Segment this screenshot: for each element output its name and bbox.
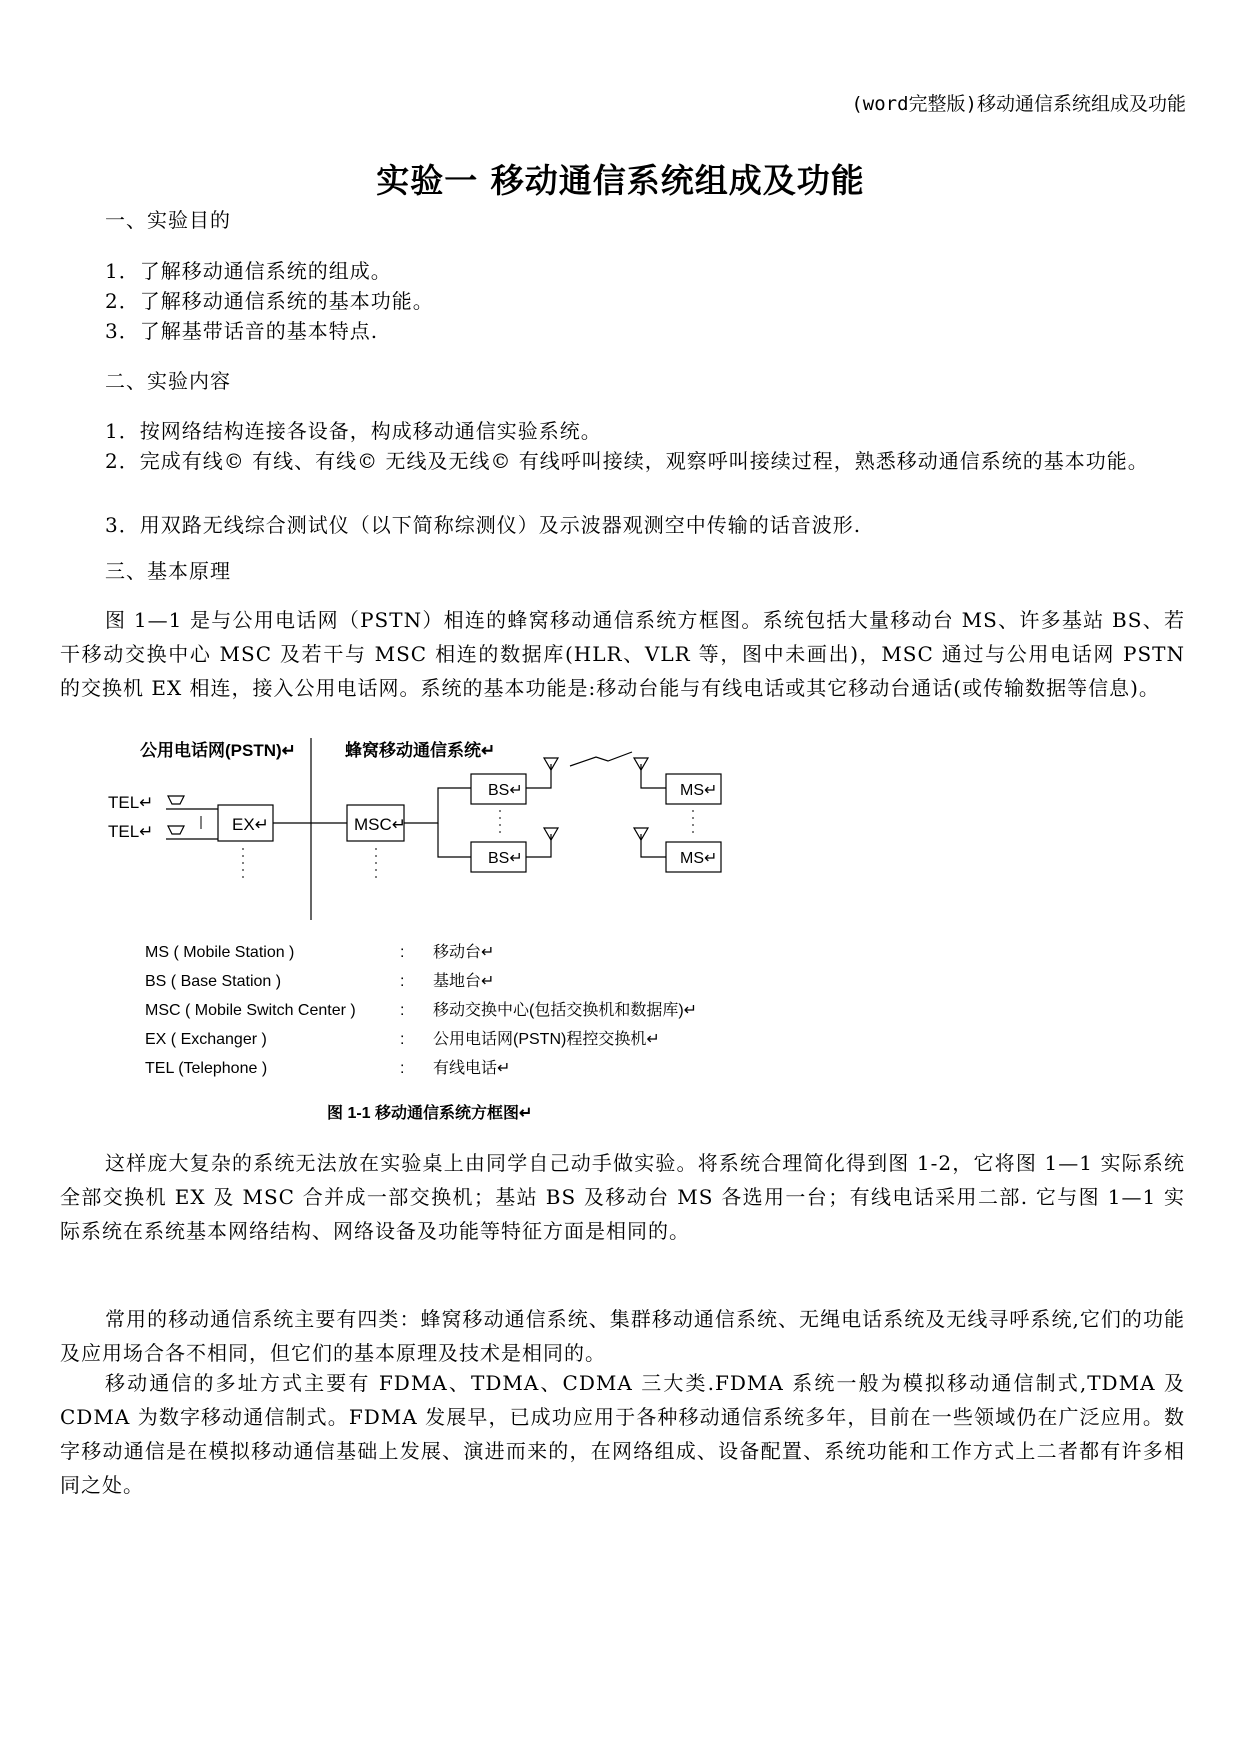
telephone-icon (166, 796, 186, 839)
list-item: 3．了解基带话音的基本特点. (105, 319, 379, 343)
ex-label: EX↵ (232, 815, 269, 834)
legend-separator: : (400, 944, 405, 961)
cellular-label: 蜂窝移动通信系统↵ (345, 741, 496, 760)
bs-label-2: BS↵ (488, 850, 523, 867)
pstn-label: 公用电话网(PSTN)↵ (140, 741, 296, 760)
legend-term: EX ( Exchanger ) (145, 1031, 267, 1048)
legend-term: MS ( Mobile Station ) (145, 944, 295, 961)
legend-definition: 移动交换中心(包括交换机和数据库)↵ (433, 1002, 698, 1019)
section-heading-2: 二、实验内容 (105, 369, 231, 393)
list-item: 2．了解移动通信系统的基本功能。 (105, 289, 434, 313)
radio-link-icon (570, 752, 632, 766)
section-heading-1: 一、实验目的 (105, 208, 231, 232)
msc-label: MSC↵ (354, 815, 407, 834)
legend-separator: : (400, 1060, 405, 1077)
figure-caption: 图 1-1 移动通信系统方框图↵ (327, 1105, 533, 1122)
list-item: 2．完成有线© 有线、有线© 无线及无线© 有线呼叫接续，观察呼叫接续过程，熟悉移动通信系统的基本功能。 (105, 449, 1149, 473)
system-block-diagram (60, 730, 1185, 1130)
page-title: 实验一 移动通信系统组成及功能 (376, 161, 865, 200)
ms-label-2: MS↵ (680, 850, 718, 867)
running-header: (word完整版)移动通信系统组成及功能 (851, 93, 1186, 115)
list-item: 1．按网络结构连接各设备，构成移动通信实验系统。 (105, 419, 602, 443)
paragraph: 移动通信的多址方式主要有 FDMA、TDMA、CDMA 三大类.FDMA 系统一般为模拟移动通信制式,TDMA 及 CDMA 为数字移动通信制式。FDMA 发展早，已成功应用于各种移动通信系统多年，目前在一些领域仍在广泛应用。数字移动通信是在模拟移动通信基础上发展、演进而来的，在网络组成、设备配置、系统功能和工作方式上二者都有许多相同之处。 (60, 1371, 1185, 1497)
legend-term: MSC ( Mobile Switch Center ) (145, 1002, 356, 1019)
tel-label-2: TEL↵ (108, 822, 154, 841)
legend-definition: 公用电话网(PSTN)程控交换机↵ (433, 1031, 660, 1048)
diagram-legend (145, 943, 697, 1077)
legend-term: TEL (Telephone ) (145, 1060, 268, 1077)
list-item: 1．了解移动通信系统的组成。 (105, 259, 392, 283)
paragraph: 这样庞大复杂的系统无法放在实验桌上由同学自己动手做实验。将系统合理简化得到图 1-2，它将图 1—1 实际系统全部交换机 EX 及 MSC 合并成一部交换机；基站 BS 及移动台 MS 各选用一台；有线电话采用二部. 它与图 1—1 实际系统在系统基本网络结构、网络设备及功能等特征方面是相同的。 (60, 1151, 1185, 1243)
ms-label-1: MS↵ (680, 782, 718, 799)
legend-separator: : (400, 973, 405, 990)
tel-label-1: TEL↵ (108, 793, 154, 812)
paragraph: 图 1—1 是与公用电话网（PSTN）相连的蜂窝移动通信系统方框图。系统包括大量移动台 MS、许多基站 BS、若干移动交换中心 MSC 及若干与 MSC 相连的数据库(HLR、VLR 等，图中未画出)，MSC 通过与公用电话网 PSTN 的交换机 EX 相连，接入公用电话网。系统的基本功能是:移动台能与有线电话或其它移动台通话(或传输数据等信息)。 (60, 608, 1185, 700)
legend-separator: : (400, 1002, 405, 1019)
legend-definition: 移动台↵ (433, 944, 495, 961)
legend-term: BS ( Base Station ) (145, 973, 282, 990)
paragraph: 常用的移动通信系统主要有四类：蜂窝移动通信系统、集群移动通信系统、无绳电话系统及无线寻呼系统,它们的功能及应用场合各不相同，但它们的基本原理及技术是相同的。 (60, 1307, 1185, 1365)
legend-definition: 基地台↵ (433, 973, 495, 990)
legend-definition: 有线电话↵ (433, 1060, 511, 1077)
bs-label-1: BS↵ (488, 782, 523, 799)
legend-separator: : (400, 1031, 405, 1048)
list-item: 3．用双路无线综合测试仪（以下简称综测仪）及示波器观测空中传输的话音波形. (105, 513, 862, 537)
section-heading-3: 三、基本原理 (105, 559, 231, 583)
